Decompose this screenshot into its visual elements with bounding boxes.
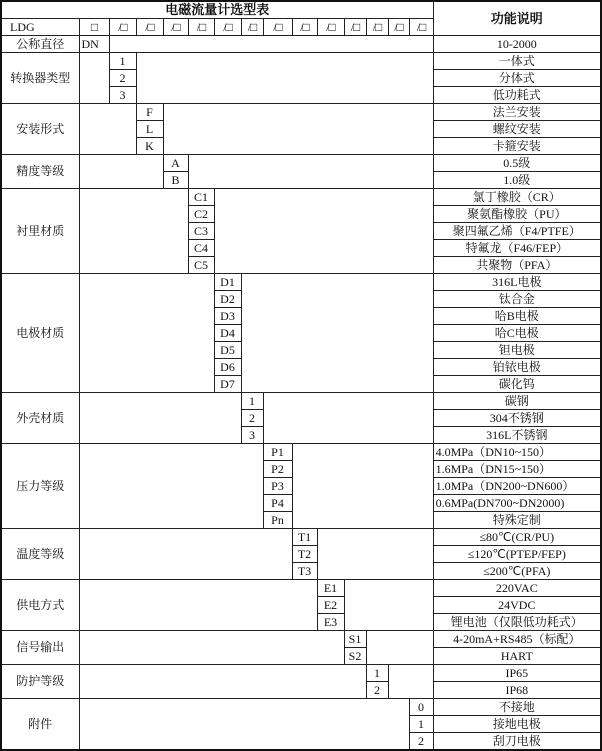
option-description: 0.6MPa(DN700~DN2000) xyxy=(433,495,601,512)
option-description: IP68 xyxy=(433,682,601,699)
spacer-right xyxy=(214,189,433,274)
option-code: 3 xyxy=(241,427,263,444)
model-code-slot: /□ xyxy=(188,19,214,36)
option-code: S1 xyxy=(344,631,366,648)
option-code: 2 xyxy=(109,70,136,87)
model-code-slot: /□ xyxy=(109,19,136,36)
option-code: B xyxy=(163,172,188,189)
model-code-slot: /□ xyxy=(163,19,188,36)
option-code: D1 xyxy=(214,274,241,291)
section-label: 外壳材质 xyxy=(1,393,79,444)
option-description: 316L电极 xyxy=(433,274,601,291)
option-description: ≤120℃(PTEP/FEP) xyxy=(433,546,601,563)
option-description: 304不锈钢 xyxy=(433,410,601,427)
section-label: 精度等级 xyxy=(1,155,79,189)
option-code: D5 xyxy=(214,342,241,359)
option-code: 1 xyxy=(409,716,433,733)
option-description: 接地电极 xyxy=(433,716,601,733)
option-description: 1.0级 xyxy=(433,172,601,189)
option-code: D2 xyxy=(214,291,241,308)
option-description: 0.5级 xyxy=(433,155,601,172)
option-description: 4-20mA+RS485（标配） xyxy=(433,631,601,648)
option-description: 分体式 xyxy=(433,70,601,87)
option-description: 聚氨酯橡胶（PU） xyxy=(433,206,601,223)
option-code: C2 xyxy=(188,206,214,223)
section-label: 信号输出 xyxy=(1,631,79,665)
model-code-slot: /□ xyxy=(388,19,409,36)
option-code: D4 xyxy=(214,325,241,342)
option-description: 4.0MPa（DN10~150） xyxy=(433,444,601,461)
option-code: C3 xyxy=(188,223,214,240)
option-description: 一体式 xyxy=(433,53,601,70)
option-description: IP65 xyxy=(433,665,601,682)
option-description: 不接地 xyxy=(433,699,601,716)
spacer-right xyxy=(388,665,433,699)
spacer-left xyxy=(79,104,136,155)
option-code: P2 xyxy=(263,461,292,478)
spacer-right xyxy=(263,393,433,444)
option-description: 碳化钨 xyxy=(433,376,601,393)
option-code: E1 xyxy=(317,580,344,597)
spacer-right xyxy=(109,36,433,53)
option-description: 24VDC xyxy=(433,597,601,614)
function-description-header: 功能说明 xyxy=(433,1,601,36)
option-description: 共聚物（PFA） xyxy=(433,257,601,274)
option-code: K xyxy=(136,138,163,155)
section-label: 电极材质 xyxy=(1,274,79,393)
option-code: D3 xyxy=(214,308,241,325)
option-description: 锂电池（仅限低功耗式） xyxy=(433,614,601,631)
option-code: 0 xyxy=(409,699,433,716)
option-code: E3 xyxy=(317,614,344,631)
option-description: 刮刀电极 xyxy=(433,733,601,751)
option-code: F xyxy=(136,104,163,121)
spacer-right xyxy=(292,444,433,529)
spacer-left xyxy=(79,529,292,580)
option-description: 1.0MPa（DN200~DN600） xyxy=(433,478,601,495)
model-code-slot: /□ xyxy=(214,19,241,36)
section-label: 转换器类型 xyxy=(1,53,79,104)
option-description: 法兰安装 xyxy=(433,104,601,121)
option-code: P1 xyxy=(263,444,292,461)
option-description: 钛合金 xyxy=(433,291,601,308)
section-label: 附件 xyxy=(1,699,79,751)
section-label: 防护等级 xyxy=(1,665,79,699)
option-code: 3 xyxy=(109,87,136,104)
model-code-slot: /□ xyxy=(344,19,366,36)
option-description: 220VAC xyxy=(433,580,601,597)
option-description: ≤80℃(CR/PU) xyxy=(433,529,601,546)
spacer-left xyxy=(79,631,344,665)
option-code: T1 xyxy=(292,529,317,546)
option-description: 10-2000 xyxy=(433,36,601,53)
section-label: 温度等级 xyxy=(1,529,79,580)
option-description: 钽电极 xyxy=(433,342,601,359)
option-code: C1 xyxy=(188,189,214,206)
option-code: 1 xyxy=(366,665,388,682)
section-label: 公称直径 xyxy=(1,36,79,53)
option-code: D6 xyxy=(214,359,241,376)
option-description: 氯丁橡胶（CR） xyxy=(433,189,601,206)
spacer-left xyxy=(79,274,214,393)
model-code-slot: /□ xyxy=(292,19,317,36)
option-code: A xyxy=(163,155,188,172)
option-code: 2 xyxy=(241,410,263,427)
model-code-slot: /□ xyxy=(263,19,292,36)
option-code: L xyxy=(136,121,163,138)
model-code-box: □ xyxy=(79,19,109,36)
option-description: 卡箍安装 xyxy=(433,138,601,155)
spacer-left xyxy=(79,580,317,631)
spacer-right xyxy=(366,631,433,665)
option-description: 低功耗式 xyxy=(433,87,601,104)
option-code: P3 xyxy=(263,478,292,495)
model-code-slot: /□ xyxy=(366,19,388,36)
option-description: 1.6MPa（DN15~150） xyxy=(433,461,601,478)
option-code: C4 xyxy=(188,240,214,257)
option-description: 316L不锈钢 xyxy=(433,427,601,444)
option-code: T3 xyxy=(292,563,317,580)
option-description: 碳钢 xyxy=(433,393,601,410)
option-code: E2 xyxy=(317,597,344,614)
spacer-right xyxy=(188,155,433,189)
option-description: 哈C电极 xyxy=(433,325,601,342)
option-description: 铂铱电极 xyxy=(433,359,601,376)
spacer-left xyxy=(79,189,188,274)
spacer-right xyxy=(344,580,433,631)
spacer-right xyxy=(317,529,433,580)
option-description: 聚四氟乙烯（F4/PTFE） xyxy=(433,223,601,240)
spacer-left xyxy=(79,53,109,104)
spacer-left xyxy=(79,665,366,699)
option-description: 哈B电极 xyxy=(433,308,601,325)
model-code-slot: /□ xyxy=(136,19,163,36)
option-code: S2 xyxy=(344,648,366,665)
option-description: ≤200℃(PFA) xyxy=(433,563,601,580)
spacer-right xyxy=(136,53,433,104)
option-code: P4 xyxy=(263,495,292,512)
option-code: Pn xyxy=(263,512,292,529)
option-description: HART xyxy=(433,648,601,665)
option-code: T2 xyxy=(292,546,317,563)
section-label: 供电方式 xyxy=(1,580,79,631)
spacer-left xyxy=(79,155,163,189)
option-code: C5 xyxy=(188,257,214,274)
model-prefix: LDG xyxy=(1,19,79,36)
option-code: 2 xyxy=(366,682,388,699)
section-label: 安装形式 xyxy=(1,104,79,155)
section-label: 压力等级 xyxy=(1,444,79,529)
model-code-slot: /□ xyxy=(317,19,344,36)
option-description: 特氟龙（F46/FEP） xyxy=(433,240,601,257)
spacer-right xyxy=(241,274,433,393)
model-code-slot: /□ xyxy=(241,19,263,36)
spacer-left xyxy=(79,699,409,751)
option-code: 2 xyxy=(409,733,433,751)
option-description: 螺纹安装 xyxy=(433,121,601,138)
option-code: 1 xyxy=(109,53,136,70)
section-label: 衬里材质 xyxy=(1,189,79,274)
page-title: 电磁流量计选型表 xyxy=(1,1,433,19)
option-description: 特殊定制 xyxy=(433,512,601,529)
spacer-right xyxy=(163,104,433,155)
option-code: 1 xyxy=(241,393,263,410)
model-code-slot: /□ xyxy=(409,19,433,36)
spacer-left xyxy=(79,393,241,444)
spacer-left xyxy=(79,444,263,529)
option-code: DN xyxy=(79,36,109,53)
option-code: D7 xyxy=(214,376,241,393)
